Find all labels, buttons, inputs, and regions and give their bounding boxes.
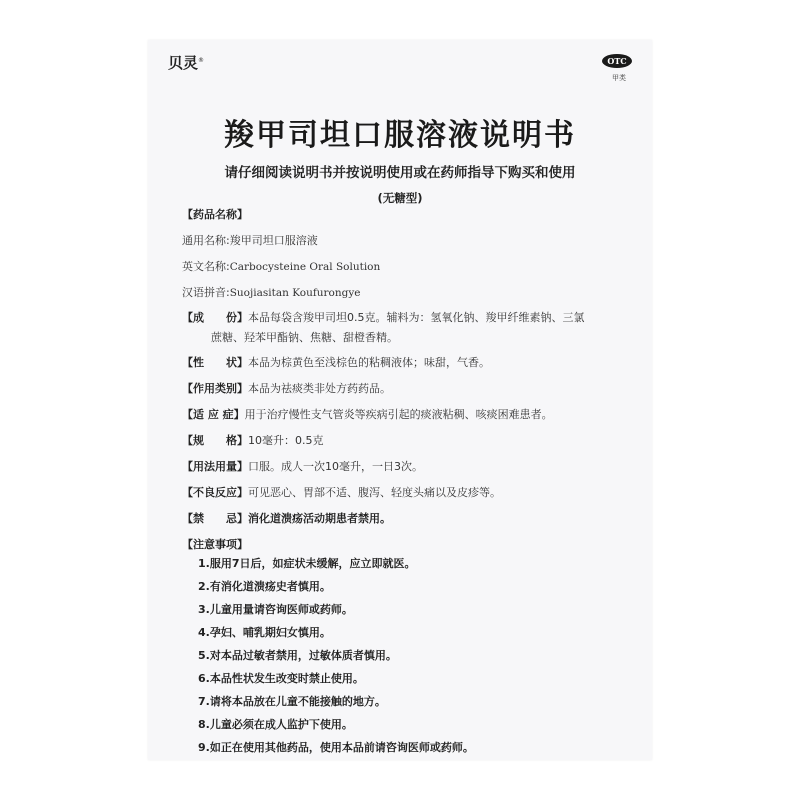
contraindication-label: 【禁 忌】 bbox=[182, 512, 248, 525]
category-value: 本品为祛痰类非处方药药品。 bbox=[248, 382, 391, 395]
spec-row bbox=[182, 433, 324, 449]
indication-value: 用于治疗慢性支气管炎等疾病引起的痰液粘稠、咳痰困难患者。 bbox=[244, 408, 553, 421]
character-value: 本品为棕黄色至浅棕色的粘稠液体；味甜，气香。 bbox=[248, 356, 490, 369]
note-item: 4.孕妇、哺乳期妇女慎用。 bbox=[198, 626, 331, 639]
formulation-variant: (无糖型) bbox=[377, 191, 423, 205]
note-item: 5.对本品过敏者禁用，过敏体质者慎用。 bbox=[198, 649, 397, 662]
category-label: 【作用类别】 bbox=[182, 382, 248, 395]
note-item: 9.如正在使用其他药品，使用本品前请咨询医师或药师。 bbox=[198, 741, 474, 754]
otc-badge: OTC bbox=[602, 54, 632, 68]
brand-name: 贝灵 bbox=[168, 54, 199, 72]
note-item: 8.儿童必须在成人监护下使用。 bbox=[198, 718, 353, 731]
character-label: 【性 状】 bbox=[182, 356, 248, 369]
contraindication-row bbox=[182, 511, 391, 527]
brand-logo bbox=[168, 52, 204, 73]
ingredients-row bbox=[182, 310, 585, 326]
notes-heading-row bbox=[182, 537, 248, 553]
adverse-label: 【不良反应】 bbox=[182, 486, 248, 499]
note-item: 1.服用7日后，如症状未缓解，应立即就医。 bbox=[198, 557, 416, 570]
ingredients-value-continued: 蔗糖、羟苯甲酯钠、焦糖、甜橙香精。 bbox=[211, 331, 398, 344]
otc-class-label: 甲类 bbox=[612, 74, 626, 82]
registered-mark: ® bbox=[198, 57, 205, 64]
usage-row bbox=[182, 459, 423, 475]
note-item: 2.有消化道溃疡史者慎用。 bbox=[198, 580, 331, 593]
notes-heading: 【注意事项】 bbox=[182, 538, 248, 551]
english-name-label: 英文名称: bbox=[182, 260, 230, 273]
usage-value: 口服。成人一次10毫升，一日3次。 bbox=[248, 460, 423, 473]
ingredients-value: 本品每袋含羧甲司坦0.5克。辅料为：氢氧化钠、羧甲纤维素钠、三氯 bbox=[248, 311, 585, 324]
indication-row bbox=[182, 407, 553, 423]
note-item: 6.本品性状发生改变时禁止使用。 bbox=[198, 672, 364, 685]
contraindication-value: 消化道溃疡活动期患者禁用。 bbox=[248, 512, 391, 525]
generic-name-row bbox=[182, 233, 318, 249]
pinyin-value: Suojiasitan Koufurongye bbox=[229, 287, 361, 299]
leaflet-sheet bbox=[148, 40, 652, 760]
indication-label: 【适 应 症】 bbox=[182, 408, 245, 421]
usage-label: 【用法用量】 bbox=[182, 460, 248, 473]
adverse-value: 可见恶心、胃部不适、腹泻、轻度头痛以及皮疹等。 bbox=[248, 486, 501, 499]
section-drug-name bbox=[182, 207, 248, 223]
note-item: 3.儿童用量请咨询医师或药师。 bbox=[198, 603, 353, 616]
generic-name-label: 通用名称: bbox=[182, 234, 230, 247]
english-name-value: Carbocysteine Oral Solution bbox=[229, 261, 381, 273]
english-name-row bbox=[182, 259, 380, 275]
document-title: 羧甲司坦口服溶液说明书 bbox=[224, 118, 576, 153]
pinyin-label: 汉语拼音: bbox=[182, 286, 230, 299]
pinyin-row bbox=[182, 285, 360, 301]
category-row bbox=[182, 381, 391, 397]
character-row bbox=[182, 355, 490, 371]
spec-value: 10毫升：0.5克 bbox=[248, 434, 324, 447]
document-subtitle: 请仔细阅读说明书并按说明使用或在药师指导下购买和使用 bbox=[224, 165, 576, 181]
adverse-row bbox=[182, 485, 501, 501]
generic-name-value: 羧甲司坦口服溶液 bbox=[229, 234, 318, 247]
note-item: 7.请将本品放在儿童不能接触的地方。 bbox=[198, 695, 386, 708]
ingredients-label: 【成 份】 bbox=[182, 311, 248, 324]
spec-label: 【规 格】 bbox=[182, 434, 248, 447]
drug-name-heading: 【药品名称】 bbox=[182, 208, 248, 221]
